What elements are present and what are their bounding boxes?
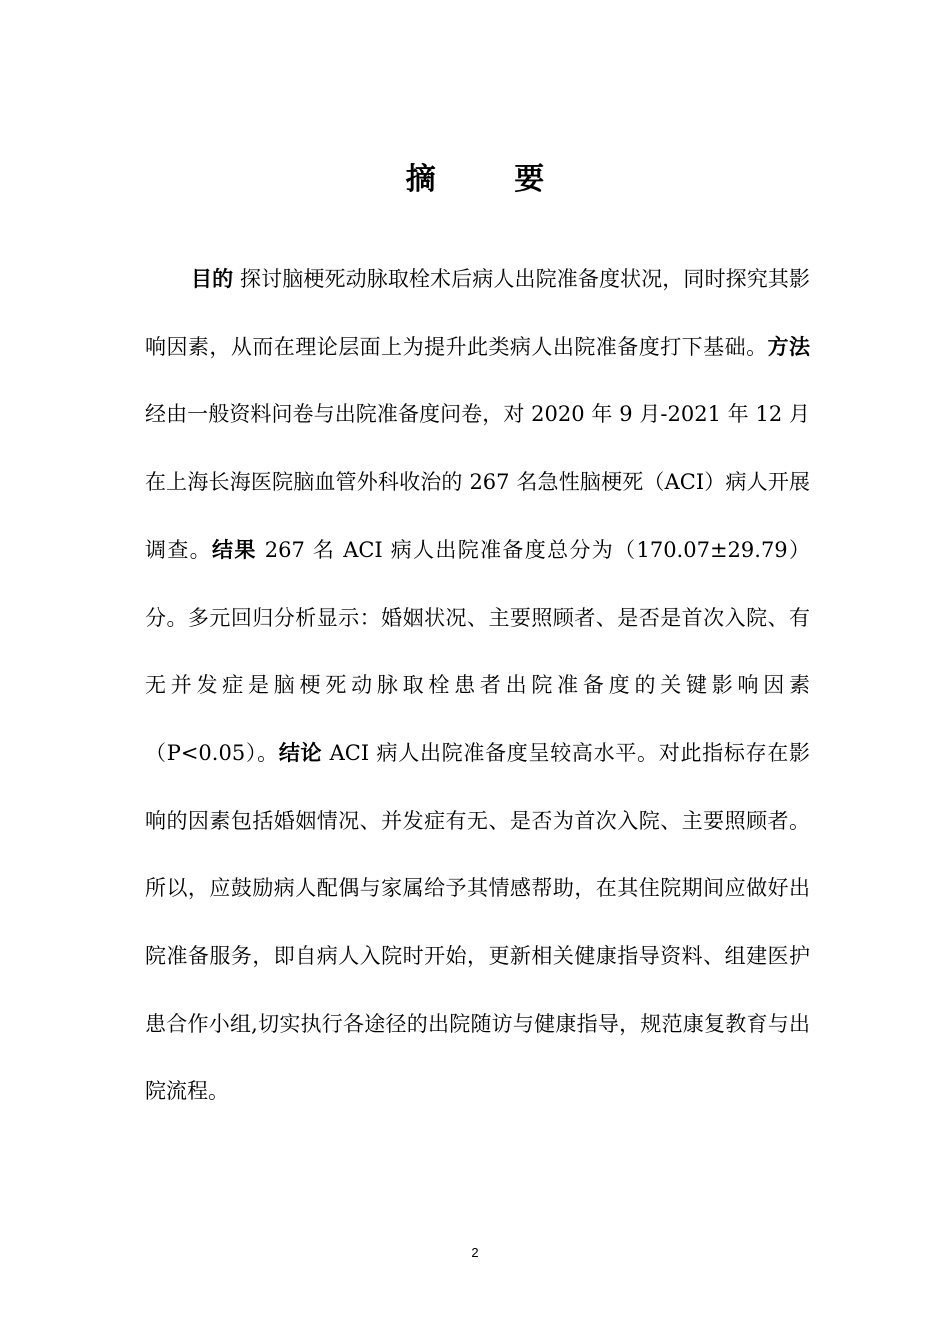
abstract-body bbox=[145, 246, 810, 1126]
method-text: 经由一般资料问卷与出院准备度问卷，对 2020 年 9 月-2021 年 12 月在上海长海医院脑血管外科收治的 267 名急性脑梗死（ACI）病人开展调查。 bbox=[145, 402, 810, 562]
page-title: 摘 要 bbox=[405, 162, 579, 197]
result-label: 结果 bbox=[212, 537, 257, 562]
purpose-label: 目的 bbox=[191, 267, 234, 291]
conclusion-text: ACI 病人出院准备度呈较高水平。对此指标存在影响的因素包括婚姻情况、并发症有无、是否为首次入院、主要照顾者。所以，应鼓励病人配偶与家属给予其情感帮助，在其住院期间应做好出院准备服务，即自病人入院时开始，更新相关健康指导资料、组建医护患合作小组,切实执行各途径的出院随访与健康指导，规范康复教育与出院流程。 bbox=[145, 740, 811, 1104]
method-label: 方法 bbox=[767, 334, 810, 359]
conclusion-label: 结论 bbox=[278, 740, 323, 765]
purpose-text: 探讨脑梗死动脉取栓术后病人出院准备度状况，同时探究其影响因素，从而在理论层面上为提升此类病人出院准备度打下基础。 bbox=[145, 267, 810, 359]
page-number: 2 bbox=[471, 1245, 479, 1260]
result-text: 267 名 ACI 病人出院准备度总分为（170.07±29.79）分。多元回归分析显示：婚姻状况、主要照顾者、是否是首次入院、有无并发症是脑梗死动脉取栓患者出院准备度的关键影响因素（P<0.05）。 bbox=[145, 537, 811, 765]
